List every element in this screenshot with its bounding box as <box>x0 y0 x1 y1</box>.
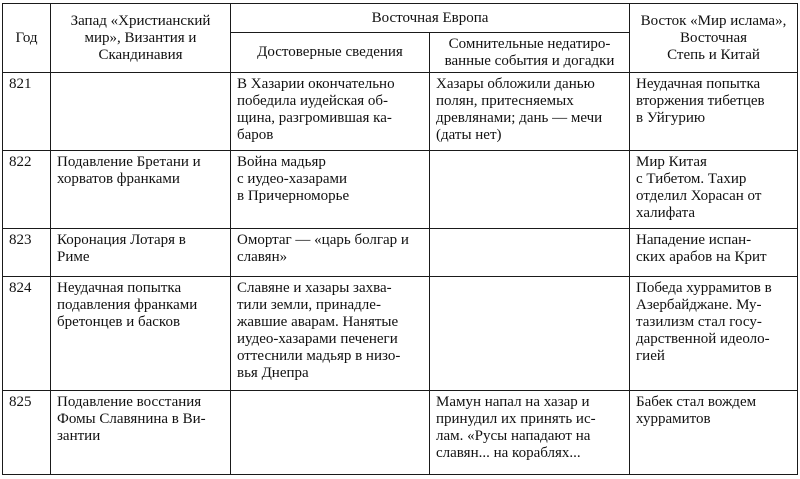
east-cell: Бабек стал вождем хуррамитов <box>630 391 798 475</box>
east-cell: Мир Китая с Тибетом. Тахир отделил Хорасан от халифата <box>630 151 798 229</box>
header-dubious: Сомнительные недатиро- ванные события и догадки <box>430 33 630 73</box>
table-row <box>3 151 798 229</box>
west-cell: Коронация Лотаря в Риме <box>51 229 231 277</box>
dubious-cell <box>430 277 630 391</box>
header-reliable: Достоверные сведения <box>231 33 430 73</box>
table-row <box>3 73 798 151</box>
table-body <box>3 73 798 475</box>
table-row <box>3 391 798 475</box>
reliable-cell <box>231 391 430 475</box>
table-row <box>3 229 798 277</box>
table-header <box>3 4 798 73</box>
west-cell: Подавление восстания Фомы Славянина в Ви- зантии <box>51 391 231 475</box>
east-cell: Победа хуррамитов в Азербайджане. Му- тазилизм стал госу- дарственной идеоло- гией <box>630 277 798 391</box>
dubious-cell <box>430 151 630 229</box>
reliable-cell: Славяне и хазары захва- тили земли, принадле- жавшие аварам. Нанятые иудео-хазарами печенеги оттеснили мадьяр в низо- вья Днепра <box>231 277 430 391</box>
west-cell: Подавление Бретани и хорватов франками <box>51 151 231 229</box>
dubious-cell <box>430 229 630 277</box>
year-cell: 822 <box>3 151 51 229</box>
west-cell: Неудачная попытка подавления франками бретонцев и басков <box>51 277 231 391</box>
east-cell: Неудачная попытка вторжения тибетцев в Уйгурию <box>630 73 798 151</box>
dubious-cell: Хазары обложили данью полян, притесняемых древлянами; дань — мечи (даты нет) <box>430 73 630 151</box>
header-west: Запад «Христианский мир», Византия и Скандинавия <box>51 4 231 73</box>
reliable-cell: Война мадьяр с иудео-хазарами в Причерноморье <box>231 151 430 229</box>
chronology-table <box>2 3 798 475</box>
east-cell: Нападение испан- ских арабов на Крит <box>630 229 798 277</box>
year-cell: 823 <box>3 229 51 277</box>
header-year: Год <box>3 4 51 73</box>
west-cell <box>51 73 231 151</box>
year-cell: 825 <box>3 391 51 475</box>
header-east: Восток «Мир ислама», Восточная Степь и Китай <box>630 4 798 73</box>
header-east-europe: Восточная Европа <box>231 4 630 33</box>
year-cell: 824 <box>3 277 51 391</box>
dubious-cell: Мамун напал на хазар и принудил их принять ис- лам. «Русы нападают на славян... на кораблях... <box>430 391 630 475</box>
reliable-cell: В Хазарии окончательно победила иудейская об- щина, разгромившая ка- баров <box>231 73 430 151</box>
year-cell: 821 <box>3 73 51 151</box>
reliable-cell: Омортаг — «царь болгар и славян» <box>231 229 430 277</box>
table-row <box>3 277 798 391</box>
